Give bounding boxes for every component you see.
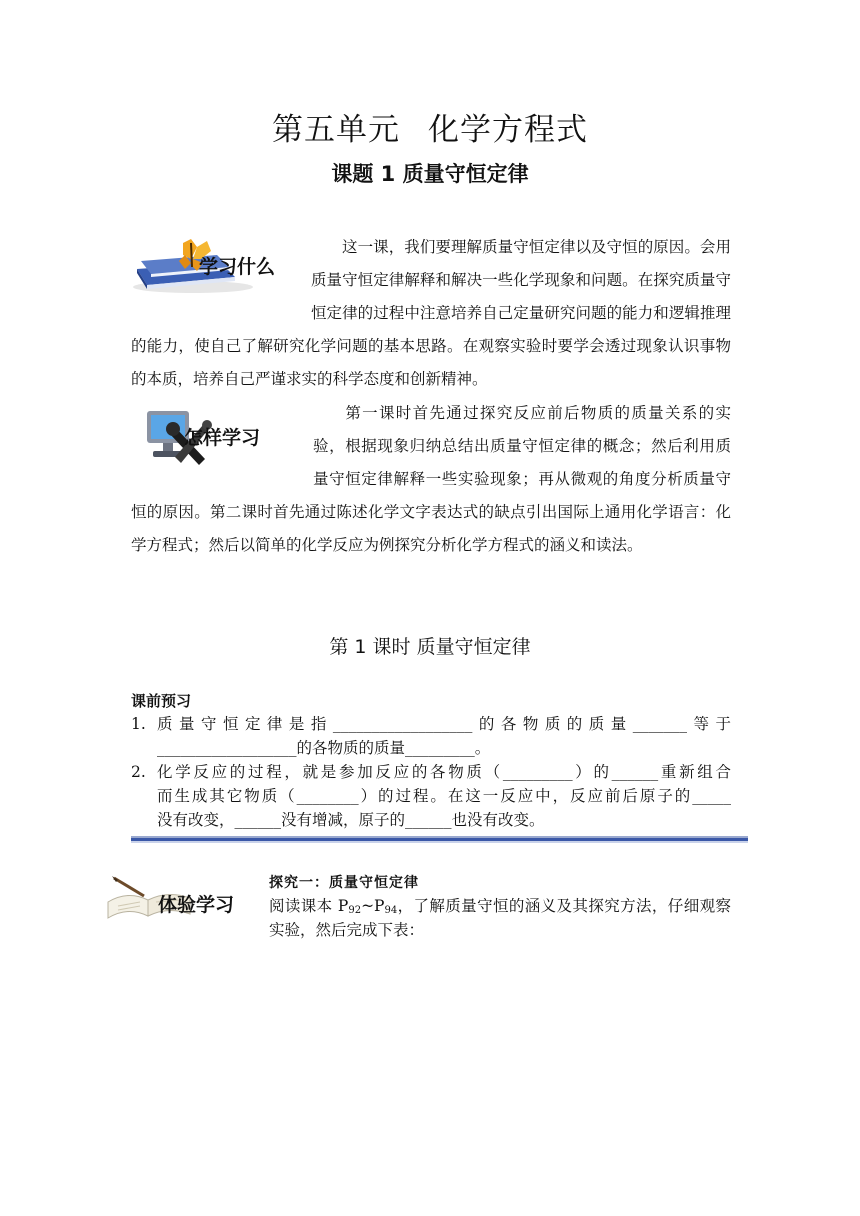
preview-list	[131, 712, 731, 832]
inquiry-text-part: ，了解质量守恒的涵义及其探究方法，仔细观察实验，然后完成下表：	[269, 897, 731, 939]
experience-badge	[104, 868, 254, 928]
page-start: 92	[348, 905, 362, 916]
unit-number: 第五单元	[272, 112, 400, 148]
inquiry-text-part: 阅读课本 P	[269, 897, 349, 915]
inquiry-text	[269, 894, 731, 942]
inquiry-text-part: ~P	[361, 897, 385, 915]
inquiry-section	[269, 872, 731, 942]
learn-what-label: 学习什么	[199, 256, 276, 278]
preview-item-line: 质量守恒定律是指__________________的各物质的质量_______等于	[157, 715, 731, 733]
inquiry-title: 探究一：质量守恒定律	[269, 875, 419, 891]
experience-label: 体验学习	[158, 894, 235, 916]
lesson-subtitle: 课题 1 质量守恒定律	[331, 162, 529, 186]
learn-what-badge	[131, 231, 311, 330]
how-to-learn-section	[131, 397, 731, 562]
preview-item	[131, 760, 731, 832]
preview-title: 课前预习	[131, 692, 192, 710]
how-to-learn-label: 怎样学习	[184, 427, 261, 449]
unit-title	[0, 104, 860, 149]
lesson-period-title: 第 1 课时 质量守恒定律	[329, 636, 531, 658]
preview-item-line: __________________的各物质的质量_________。	[157, 739, 491, 757]
preview-item-number: 2.	[131, 763, 146, 781]
page-end: 94	[384, 905, 398, 916]
unit-name: 化学方程式	[428, 112, 588, 148]
learn-what-section	[131, 231, 731, 396]
learn-what-paragraph: 这一课，我们要理解质量守恒定律以及守恒的原因。会用质量守恒定律解释和解决一些化学现象和问题。在探究质量守恒定律的过程中注意培养自己定量研究问题的能力和逻辑推理的能力，使自己了解研究化学问题的基本思路。在观察实验时要学会透过现象认识事物的本质，培养自己严谨求实的科学态度和创新精神。	[131, 238, 731, 388]
preview-section	[131, 690, 731, 832]
how-to-learn-paragraph: 第一课时首先通过探究反应前后物质的质量关系的实验，根据现象归纳总结出质量守恒定律的概念；然后利用质量守恒定律解释一些实验现象；再从微观的角度分析质量守恒的原因。第二课时首先通过陈述化学文字表达式的缺点引出国际上通用化学语言：化学方程式；然后以简单的化学反应为例探究分析化学方程式的涵义和读法。	[131, 404, 731, 554]
preview-item-line: 化学反应的过程，就是参加反应的各物质（_________）的______重新组合	[157, 763, 731, 781]
section-divider	[131, 836, 748, 843]
preview-item-line: 而生成其它物质（________）的过程。在这一反应中，反应前后原子的_____	[157, 787, 731, 805]
preview-item-line: 没有改变，______没有增减，原子的______也没有改变。	[157, 811, 545, 829]
preview-item-number: 1.	[131, 715, 146, 733]
preview-item	[131, 712, 731, 760]
how-to-learn-badge	[131, 397, 313, 496]
